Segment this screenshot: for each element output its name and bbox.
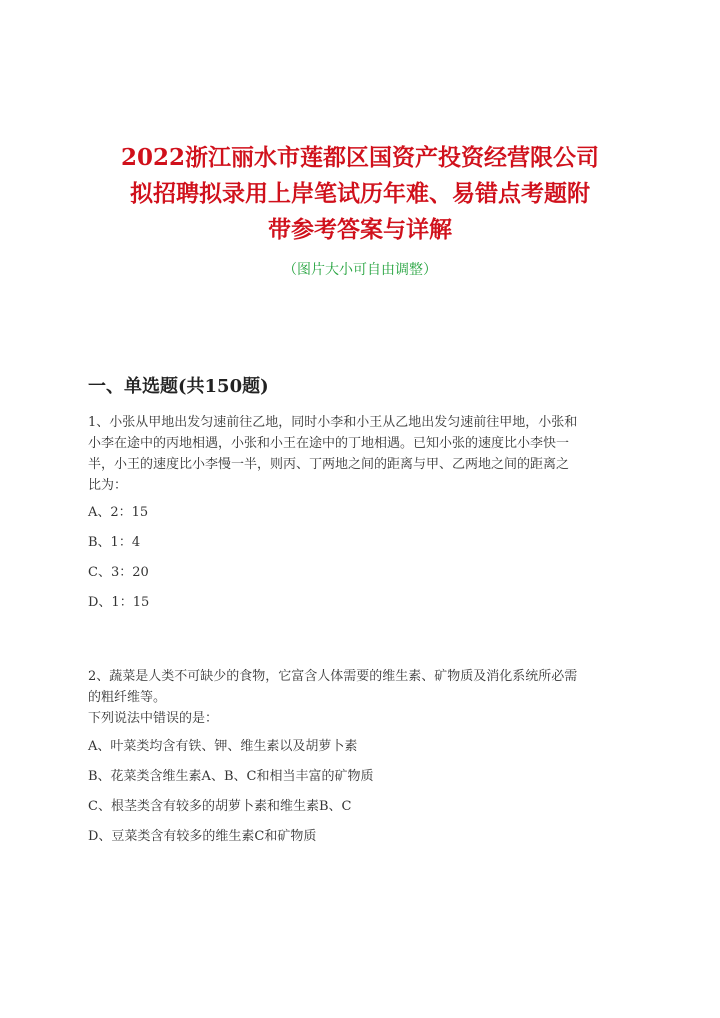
title-line-3: 带参考答案与详解 [268,216,452,243]
section-heading: 一、单选题(共150题) [88,376,269,397]
question-1-option-d: D、1：15 [88,595,150,610]
question-2-stem-line: 下列说法中错误的是： [88,711,219,726]
question-2-stem-line: 2、蔬菜是人类不可缺少的食物，它富含人体需要的维生素、矿物质及消化系统所必需 [88,669,578,684]
question-1-stem-line: 1、小张从甲地出发匀速前往乙地，同时小李和小王从乙地出发匀速前往甲地，小张和 [88,415,578,430]
question-2-option-d: D、豆菜类含有较多的维生素C和矿物质 [88,829,317,844]
question-2-option-b: B、花菜类含维生素A、B、C和相当丰富的矿物质 [88,769,374,784]
title-line-1: 2022浙江丽水市莲都区国资产投资经营限公司 [120,144,599,171]
question-2-option-c: C、根茎类含有较多的胡萝卜素和维生素B、C [88,799,352,814]
document-subtitle: （图片大小可自由调整） [283,262,437,278]
question-2-option-a: A、叶菜类均含有铁、钾、维生素以及胡萝卜素 [88,739,358,754]
question-2-stem [88,666,648,729]
title-line-2: 拟招聘拟录用上岸笔试历年难、易错点考题附 [130,180,590,207]
question-2-stem-line: 的粗纤维等。 [88,690,167,705]
question-1-option-b: B、1：4 [88,535,141,550]
question-1-option-a: A、2：15 [88,505,149,520]
question-1-option-c: C、3：20 [88,565,149,580]
question-1-stem-line: 比为： [88,478,128,493]
question-1-stem [88,412,648,496]
document-title [60,140,660,248]
question-1-stem-line: 小李在途中的丙地相遇，小张和小王在途中的丁地相遇。已知小张的速度比小李快一 [88,436,570,451]
question-1-stem-line: 半，小王的速度比小李慢一半，则丙、丁两地之间的距离与甲、乙两地之间的距离之 [88,457,570,472]
